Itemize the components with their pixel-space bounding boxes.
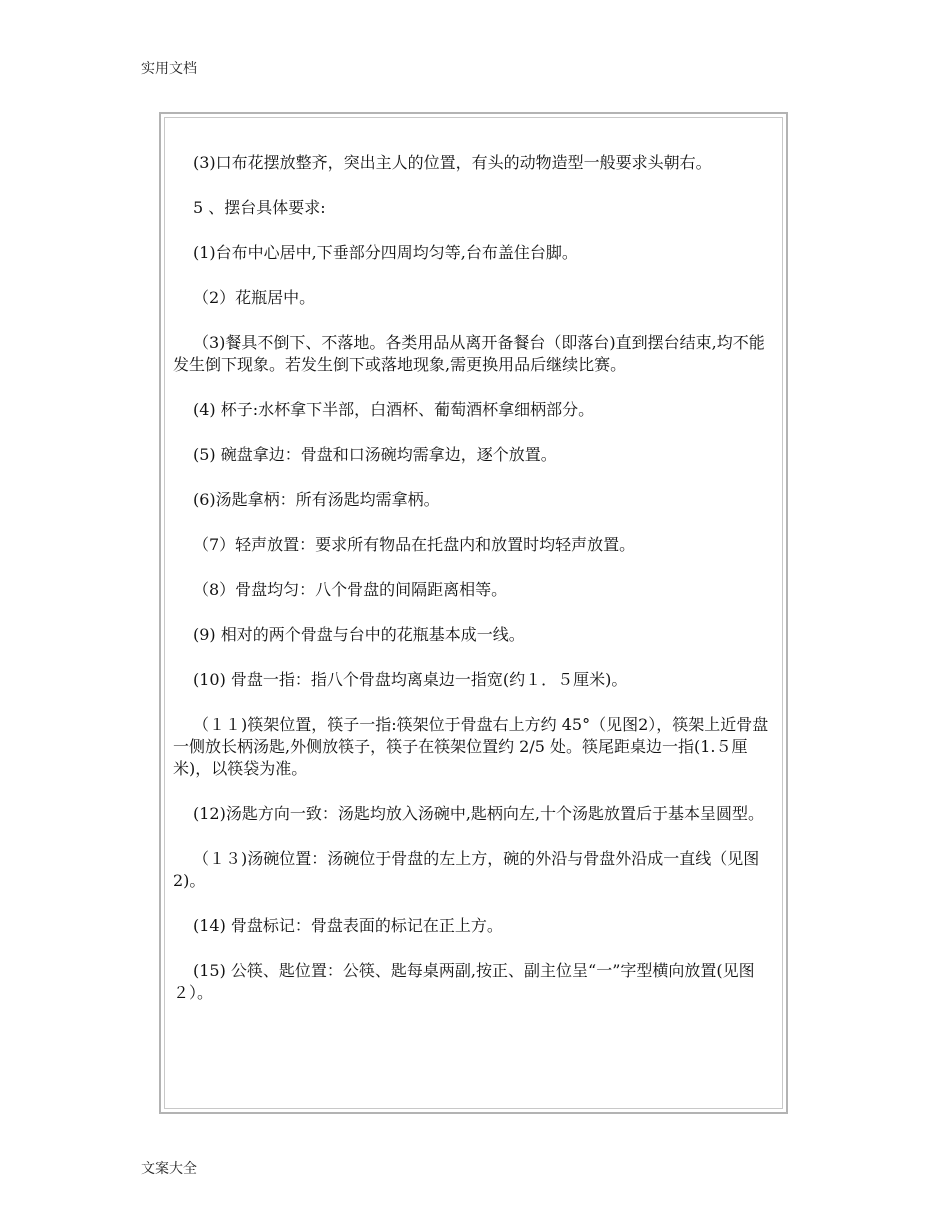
content-frame bbox=[159, 112, 788, 1114]
paragraph: (1)台布中心居中,下垂部分四周均匀等,台布盖住台脚。 bbox=[193, 243, 578, 262]
paragraph: (3)口布花摆放整齐，突出主人的位置，有头的动物造型一般要求头朝右。 bbox=[193, 153, 712, 172]
paragraph: （１１)筷架位置，筷子一指:筷架位于骨盘右上方约 45°（见图2），筷架上近骨盘一侧放长柄汤匙,外侧放筷子，筷子在筷架位置约 2/5 处。筷尾距桌边一指(1.５厘米)，以筷袋为准。 bbox=[173, 715, 769, 778]
paragraph: (10) 骨盘一指：指八个骨盘均离桌边一指宽(约１．５厘米)。 bbox=[193, 670, 628, 689]
paragraph: (9) 相对的两个骨盘与台中的花瓶基本成一线。 bbox=[193, 625, 525, 644]
paragraph: （8）骨盘均匀：八个骨盘的间隔距离相等。 bbox=[193, 580, 508, 599]
paragraph: （7）轻声放置：要求所有物品在托盘内和放置时均轻声放置。 bbox=[193, 535, 636, 554]
paragraph: (6)汤匙拿柄：所有汤匙均需拿柄。 bbox=[193, 490, 440, 509]
document-body bbox=[173, 152, 773, 1027]
paragraph: （１３)汤碗位置：汤碗位于骨盘的左上方，碗的外沿与骨盘外沿成一直线（见图2)。 bbox=[173, 849, 760, 890]
page-header: 实用文档 bbox=[141, 61, 197, 77]
paragraph: (12)汤匙方向一致：汤匙均放入汤碗中,匙柄向左,十个汤匙放置后于基本呈圆型。 bbox=[193, 804, 765, 823]
paragraph: （3)餐具不倒下、不落地。各类用品从离开备餐台（即落台)直到摆台结束,均不能发生倒下现象。若发生倒下或落地现象,需更换用品后继续比赛。 bbox=[173, 333, 765, 374]
paragraph: (14) 骨盘标记：骨盘表面的标记在正上方。 bbox=[193, 916, 503, 935]
paragraph: (15) 公筷、匙位置：公筷、匙每桌两副,按正、副主位呈“一”字型横向放置(见图２）。 bbox=[173, 961, 755, 1002]
paragraph: (4) 杯子:水杯拿下半部，白酒杯、葡萄酒杯拿细柄部分。 bbox=[193, 400, 595, 419]
section-heading: 5 、摆台具体要求: bbox=[193, 198, 326, 217]
paragraph: （2）花瓶居中。 bbox=[193, 288, 316, 307]
page-footer: 文案大全 bbox=[141, 1161, 197, 1177]
paragraph: (5) 碗盘拿边：骨盘和口汤碗均需拿边，逐个放置。 bbox=[193, 445, 557, 464]
